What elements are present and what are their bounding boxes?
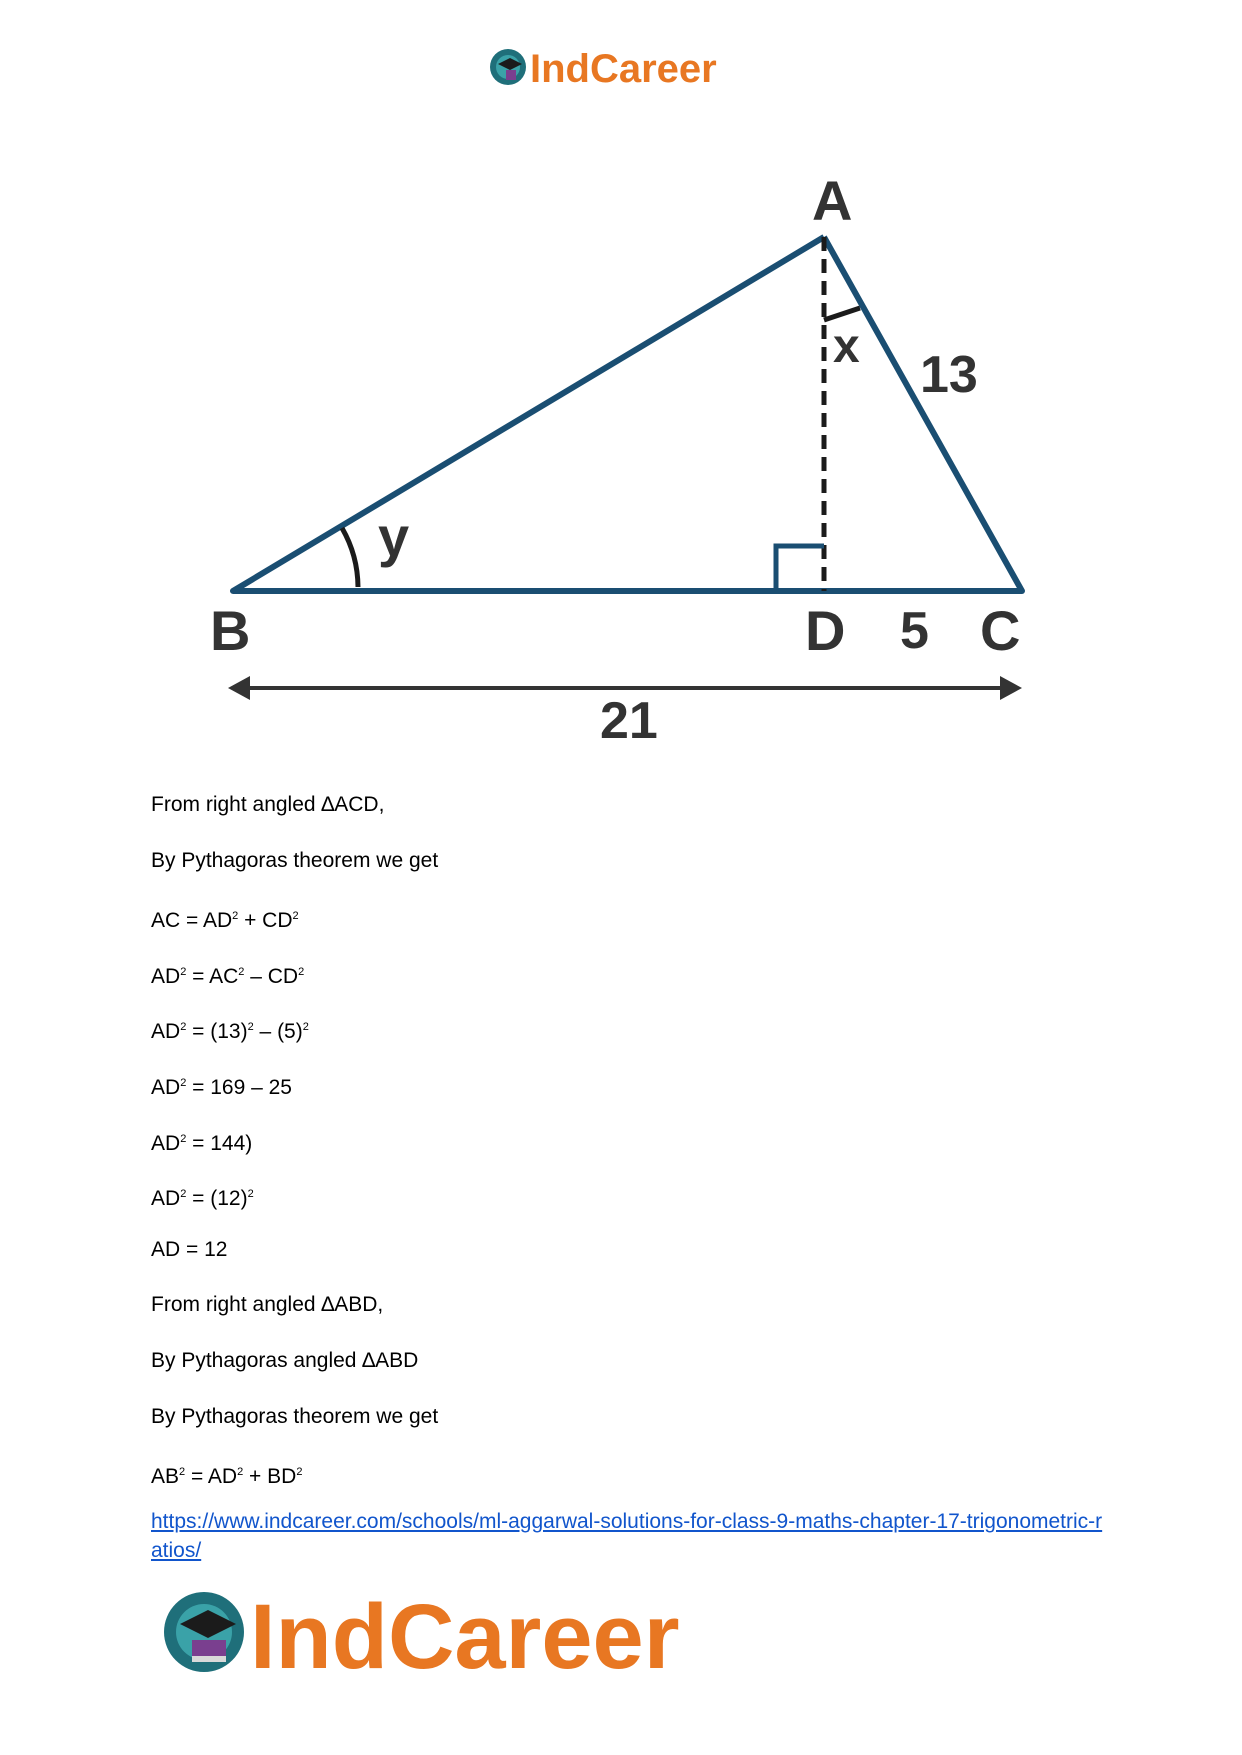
angle-x-label: x bbox=[833, 320, 860, 373]
right-angle-marker bbox=[776, 546, 824, 591]
solution-text: = AD bbox=[185, 1465, 238, 1489]
vertex-b-label: B bbox=[210, 599, 251, 662]
solution-text: + BD bbox=[243, 1465, 297, 1489]
dimension-arrow-right bbox=[1000, 676, 1022, 700]
superscript-exponent: 2 bbox=[180, 1188, 187, 1201]
superscript-exponent: 2 bbox=[180, 965, 187, 978]
superscript-exponent: 2 bbox=[247, 1188, 254, 1201]
source-link[interactable]: https://www.indcareer.com/schools/ml-aggarwal-solutions-for-class-9-maths-chapter-17-trigonometric-ratios/ bbox=[151, 1510, 1103, 1562]
header-logo bbox=[488, 40, 768, 94]
solution-text: – (5) bbox=[253, 1020, 303, 1044]
triangle-figure bbox=[200, 150, 1060, 770]
solution-line bbox=[151, 1290, 1111, 1320]
vertex-c-label: C bbox=[980, 599, 1021, 662]
side-ac-label: 13 bbox=[920, 346, 978, 404]
superscript-exponent: 2 bbox=[298, 965, 305, 978]
side-bc-label: 21 bbox=[600, 692, 658, 750]
superscript-exponent: 2 bbox=[302, 1021, 309, 1034]
solution-line bbox=[151, 1346, 1111, 1376]
footer-logo-text: IndCareer bbox=[250, 1586, 680, 1680]
solution-text: + CD bbox=[238, 909, 293, 933]
solution-line bbox=[151, 957, 1111, 987]
solution-text: – CD bbox=[244, 964, 299, 988]
graduation-cap-icon bbox=[490, 49, 526, 85]
superscript-exponent: 2 bbox=[247, 1021, 254, 1034]
superscript-exponent: 2 bbox=[179, 1466, 186, 1479]
solution-text: From right angled ∆ACD, bbox=[151, 793, 385, 816]
solution-line bbox=[151, 1457, 1111, 1487]
solution-text: = (12) bbox=[186, 1187, 248, 1211]
solution-text: AD bbox=[151, 1187, 181, 1211]
superscript-exponent: 2 bbox=[237, 1466, 244, 1479]
footer-logo bbox=[162, 1580, 722, 1680]
triangle-outline bbox=[233, 237, 1022, 591]
solution-line bbox=[151, 1179, 1111, 1209]
vertex-d-label: D bbox=[805, 599, 846, 662]
angle-x-arc bbox=[824, 308, 860, 320]
solution-text: By Pythagoras angled ∆ABD bbox=[151, 1348, 419, 1372]
solution-text: AD bbox=[151, 964, 181, 988]
vertex-a-label: A bbox=[812, 169, 853, 232]
solution-text: From right angled ∆ABD, bbox=[151, 1293, 384, 1317]
superscript-exponent: 2 bbox=[238, 965, 245, 978]
solution-text: By Pythagoras theorem we get bbox=[151, 848, 439, 872]
dimension-arrow-left bbox=[228, 676, 250, 700]
superscript-exponent: 2 bbox=[292, 910, 299, 923]
solution-text: = (13) bbox=[186, 1020, 248, 1044]
solution-text: = AC bbox=[186, 964, 239, 988]
superscript-exponent: 2 bbox=[296, 1466, 303, 1479]
solution-text: AD bbox=[151, 1075, 181, 1099]
solution-text: = 169 – 25 bbox=[186, 1075, 292, 1099]
graduation-cap-icon bbox=[164, 1592, 244, 1672]
solution-text: AD bbox=[151, 1020, 181, 1044]
solution-steps bbox=[151, 790, 1111, 1513]
angle-y-arc bbox=[342, 528, 358, 587]
solution-text: AD = 12 bbox=[151, 1237, 228, 1261]
superscript-exponent: 2 bbox=[232, 910, 239, 923]
header-logo-text: IndCareer bbox=[530, 47, 717, 91]
angle-y-label: y bbox=[378, 505, 410, 568]
solution-text: AC = AD bbox=[151, 909, 233, 933]
solution-line bbox=[151, 1402, 1111, 1432]
side-dc-label: 5 bbox=[900, 602, 929, 660]
superscript-exponent: 2 bbox=[180, 1076, 187, 1089]
solution-text: AB bbox=[151, 1465, 180, 1489]
solution-line bbox=[151, 790, 1111, 820]
superscript-exponent: 2 bbox=[180, 1132, 187, 1145]
solution-text: = 144) bbox=[186, 1131, 253, 1155]
solution-text: AD bbox=[151, 1131, 181, 1155]
solution-line bbox=[151, 1124, 1111, 1154]
solution-line bbox=[151, 901, 1111, 931]
solution-line bbox=[151, 1235, 1111, 1265]
solution-line bbox=[151, 1012, 1111, 1042]
solution-line bbox=[151, 1068, 1111, 1098]
solution-text: By Pythagoras theorem we get bbox=[151, 1404, 439, 1428]
superscript-exponent: 2 bbox=[180, 1021, 187, 1034]
solution-line bbox=[151, 846, 1111, 876]
